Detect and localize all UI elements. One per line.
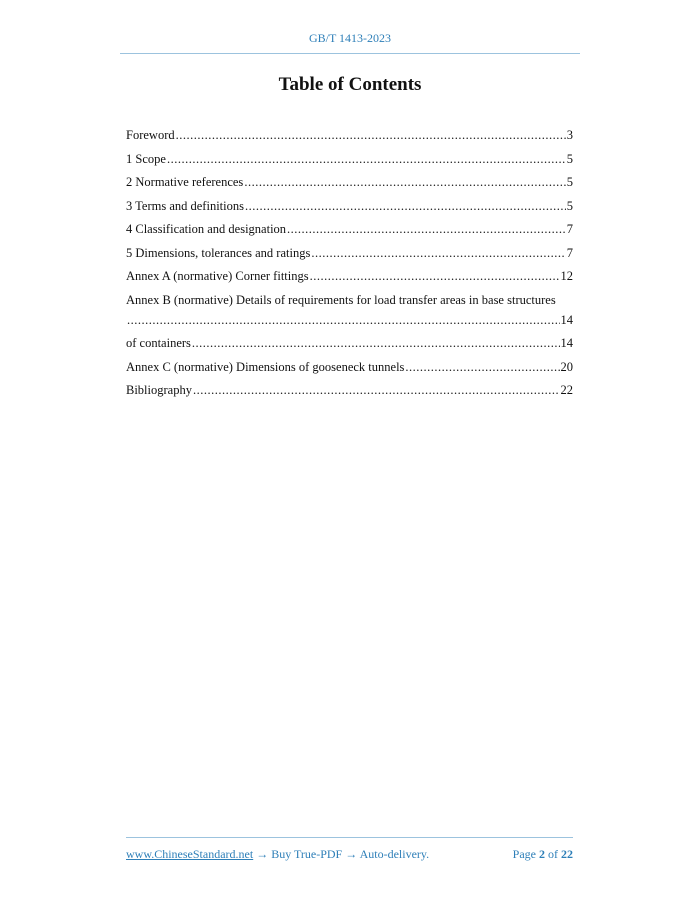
dot-leader bbox=[176, 124, 566, 148]
toc-entry-page: 5 bbox=[566, 175, 573, 189]
toc-entry-title: 5 Dimensions, tolerances and ratings bbox=[126, 245, 311, 260]
toc-entry-title: Foreword bbox=[126, 128, 175, 142]
toc-entry-classification[interactable] bbox=[126, 218, 573, 242]
toc-entry-scope[interactable] bbox=[126, 148, 573, 172]
footer-divider bbox=[126, 837, 573, 838]
toc-entry-page: 14 bbox=[560, 312, 573, 327]
dot-leader bbox=[244, 171, 565, 195]
header-standard-number: GB/T 1413-2023 bbox=[308, 31, 392, 45]
toc-entry-page: 22 bbox=[560, 383, 573, 397]
page-of-label: of bbox=[548, 847, 558, 861]
arrow-icon: → bbox=[256, 847, 269, 861]
toc-entry-annex-a[interactable] bbox=[126, 265, 573, 289]
toc-entry-normative-references[interactable] bbox=[126, 171, 573, 195]
toc-entry-terms-definitions[interactable] bbox=[126, 195, 573, 219]
toc-entry-title: of containers bbox=[126, 336, 191, 350]
page-indicator bbox=[513, 847, 573, 862]
toc-entry-page: 5 bbox=[566, 151, 573, 166]
dot-leader bbox=[192, 332, 560, 356]
buy-pdf-text: Buy True-PDF bbox=[271, 847, 343, 861]
total-pages: 22 bbox=[561, 847, 573, 861]
toc-entry-title: 2 Normative references bbox=[126, 175, 244, 189]
dot-leader bbox=[167, 148, 566, 172]
toc-entry-title: Annex B (normative) Details of requirements for load transfer areas in base structures bbox=[126, 292, 556, 307]
toc-heading: Table of Contents bbox=[278, 74, 422, 95]
dot-leader bbox=[405, 356, 559, 380]
toc-entry-annex-b-title[interactable] bbox=[126, 289, 573, 309]
toc-entry-page: 7 bbox=[566, 222, 573, 236]
toc-entry-page: 14 bbox=[560, 336, 573, 350]
toc-entry-title: 3 Terms and definitions bbox=[126, 198, 244, 213]
footer-promo bbox=[126, 847, 429, 862]
toc-entry-title: 4 Classification and designation bbox=[126, 222, 287, 236]
toc-entry-page: 7 bbox=[566, 245, 573, 260]
table-of-contents bbox=[126, 124, 573, 403]
toc-entry-page: 5 bbox=[566, 198, 573, 213]
toc-entry-title: Bibliography bbox=[126, 383, 192, 397]
dot-leader bbox=[127, 309, 560, 333]
toc-entry-page: 3 bbox=[566, 128, 573, 142]
toc-entry-bibliography[interactable] bbox=[126, 379, 573, 403]
toc-entry-annex-c[interactable] bbox=[126, 356, 573, 380]
toc-entry-page: 20 bbox=[560, 359, 573, 374]
dot-leader bbox=[245, 195, 566, 219]
site-link[interactable]: www.ChineseStandard.net bbox=[126, 847, 254, 861]
toc-entry-title: 1 Scope bbox=[126, 151, 166, 166]
toc-entry-foreword[interactable] bbox=[126, 124, 573, 148]
dot-leader bbox=[287, 218, 566, 242]
dot-leader bbox=[311, 242, 565, 266]
arrow-icon: → bbox=[345, 847, 358, 861]
auto-delivery-text: Auto-delivery. bbox=[359, 847, 430, 861]
header-divider bbox=[120, 53, 580, 54]
toc-entry-of-containers[interactable] bbox=[126, 332, 573, 356]
current-page: 2 bbox=[539, 847, 545, 861]
dot-leader bbox=[310, 265, 560, 289]
toc-entry-dimensions[interactable] bbox=[126, 242, 573, 266]
toc-entry-title: Annex A (normative) Corner fittings bbox=[126, 269, 309, 283]
toc-entry-page: 12 bbox=[560, 269, 573, 283]
dot-leader bbox=[193, 379, 560, 403]
toc-entry-annex-b-leader[interactable] bbox=[126, 309, 573, 333]
page-label: Page bbox=[512, 847, 536, 861]
toc-entry-title: Annex C (normative) Dimensions of gooseneck tunnels bbox=[126, 359, 405, 374]
